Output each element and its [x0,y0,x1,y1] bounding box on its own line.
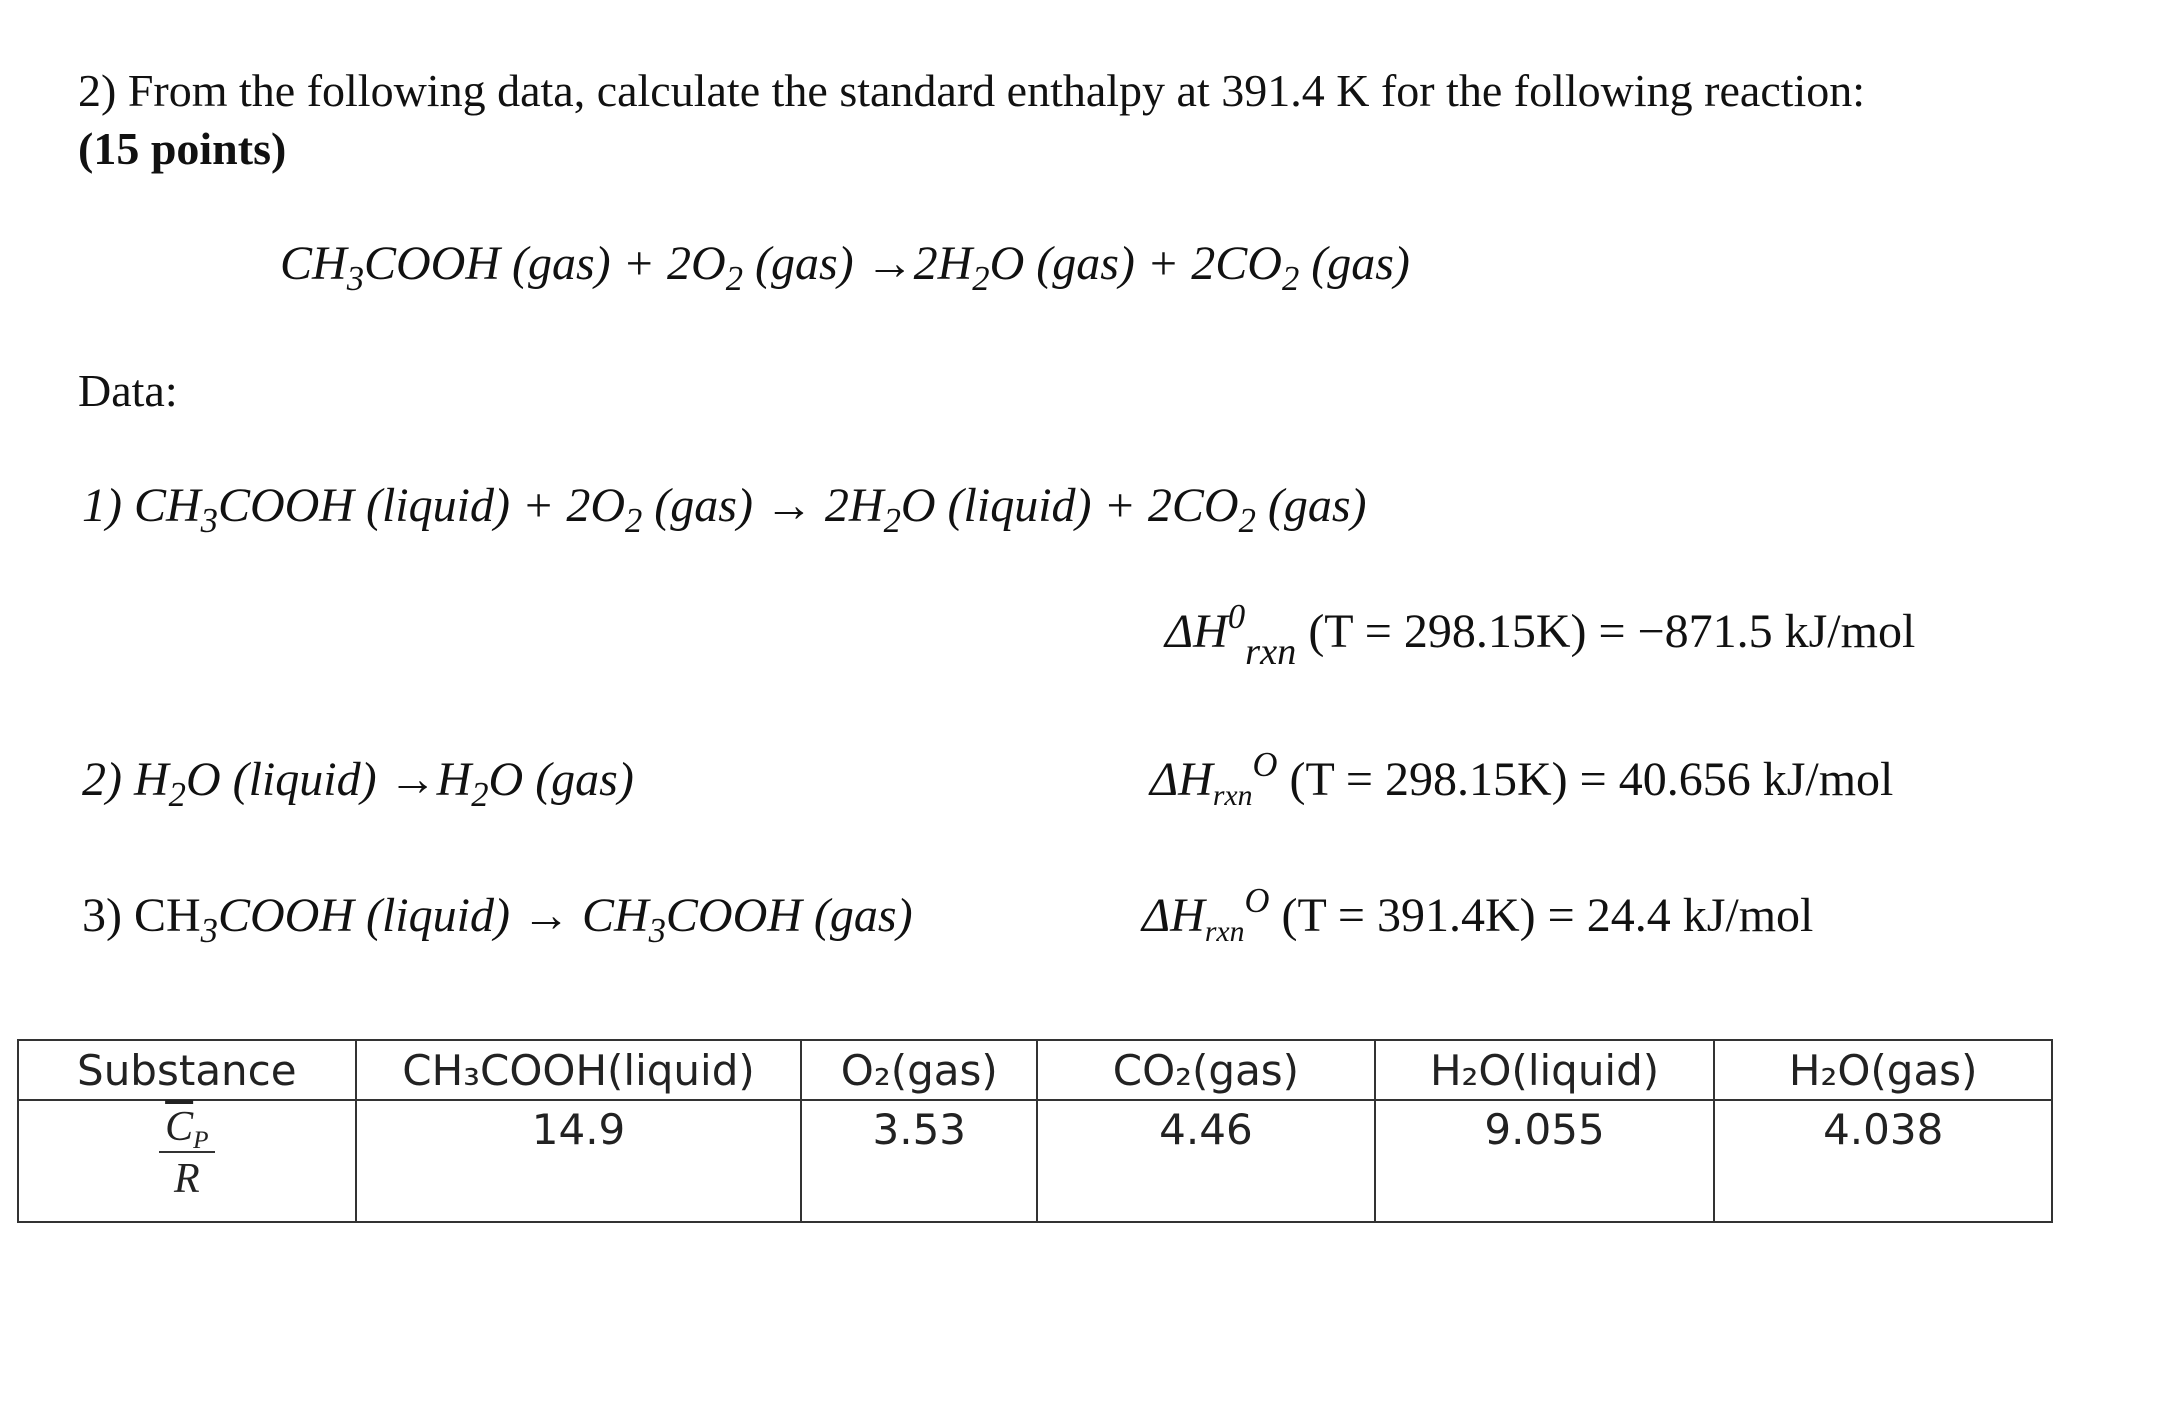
main-reaction-part: CH [280,237,347,290]
reaction-1-part: (gas) → 2H [642,479,884,532]
cp-over-r-fraction [159,1105,214,1201]
table-cell: 9.055 [1375,1100,1715,1222]
table-header-row [18,1040,2052,1100]
reaction-3-sub: 3 [648,912,666,951]
reaction-3-part: COOH (gas) [665,889,913,942]
reaction-1-enthalpy [1165,598,1916,674]
question-text: 2) From the following data, calculate the standard enthalpy at 391.4 K for the following reaction: [78,65,1866,116]
delta-h-sub: rxn [1204,914,1245,948]
table-header-cell: H₂O(liquid) [1375,1040,1715,1100]
cp-over-r-label [18,1100,356,1222]
reaction-2-sub: 2 [168,776,186,815]
reaction-2-part: 2) H [82,753,169,806]
reaction-3-sub: 3 [200,912,218,951]
delta-h-condition: (T = 391.4K) = 24.4 kJ/mol [1269,889,1814,942]
reaction-1-sub: 2 [1238,502,1256,541]
reaction-1-part: O (liquid) + 2CO [900,479,1239,532]
delta-h-sub: rxn [1212,778,1253,812]
fraction-denominator: R [174,1156,200,1203]
reaction-1-sub: 2 [625,502,643,541]
reaction-2-enthalpy [1150,746,1894,812]
main-reaction-sub: 2 [972,260,990,299]
main-reaction-part: (gas) →2H [742,237,973,290]
table-header-cell: CH₃COOH(liquid) [356,1040,802,1100]
heat-capacity-table [17,1039,2053,1223]
reaction-2-equation [82,752,634,815]
reaction-1-sub: 3 [200,502,218,541]
table-row [18,1100,2052,1222]
table-header-cell: O₂(gas) [801,1040,1037,1100]
delta-h-sup: O [1244,882,1270,920]
delta-h-symbol: ΔH [1150,753,1213,806]
reaction-1-part: 1) CH [82,479,201,532]
reaction-2-sub: 2 [471,776,489,815]
reaction-3-enthalpy [1142,882,1814,948]
delta-h-condition: (T = 298.15K) = 40.656 kJ/mol [1277,753,1894,806]
delta-h-sup: 0 [1227,598,1246,636]
main-reaction-part: COOH (gas) + 2O [363,237,726,290]
question-points: (15 points) [78,123,287,174]
cp-symbol: $\overline{C}$ [165,1104,194,1150]
reaction-2-part: O (gas) [488,753,634,806]
reaction-1-equation [82,478,1367,541]
data-label: Data: [78,365,178,416]
main-reaction-sub: 2 [1281,260,1300,299]
main-reaction-equation [280,236,1410,299]
delta-h-sub: rxn [1245,631,1297,674]
delta-h-sup: O [1252,746,1278,784]
table-header-cell: H₂O(gas) [1714,1040,2052,1100]
reaction-3-part: COOH (liquid) → CH [217,889,649,942]
reaction-3-equation [82,888,913,951]
delta-h-symbol: ΔH [1142,889,1205,942]
table-header-cell: CO₂(gas) [1037,1040,1375,1100]
table-cell: 14.9 [356,1100,802,1222]
table-header-substance: Substance [18,1040,356,1100]
table-cell: 4.46 [1037,1100,1375,1222]
cp-subscript: P [193,1126,209,1154]
reaction-3-part: 3) CH [82,889,201,942]
reaction-1-part: (gas) [1255,479,1367,532]
main-reaction-sub: 2 [725,260,743,299]
table-cell: 4.038 [1714,1100,2052,1222]
reaction-1-sub: 2 [883,502,901,541]
delta-h-condition: (T = 298.15K) = −871.5 kJ/mol [1296,605,1916,658]
main-reaction-part: O (gas) + 2CO [989,237,1282,290]
reaction-1-part: COOH (liquid) + 2O [217,479,625,532]
fraction-numerator [159,1105,214,1153]
main-reaction-sub: 3 [346,260,364,299]
main-reaction-part: (gas) [1299,237,1410,290]
reaction-2-part: O (liquid) →H [185,753,472,806]
table-cell: 3.53 [801,1100,1037,1222]
delta-h-symbol: ΔH [1165,605,1228,658]
